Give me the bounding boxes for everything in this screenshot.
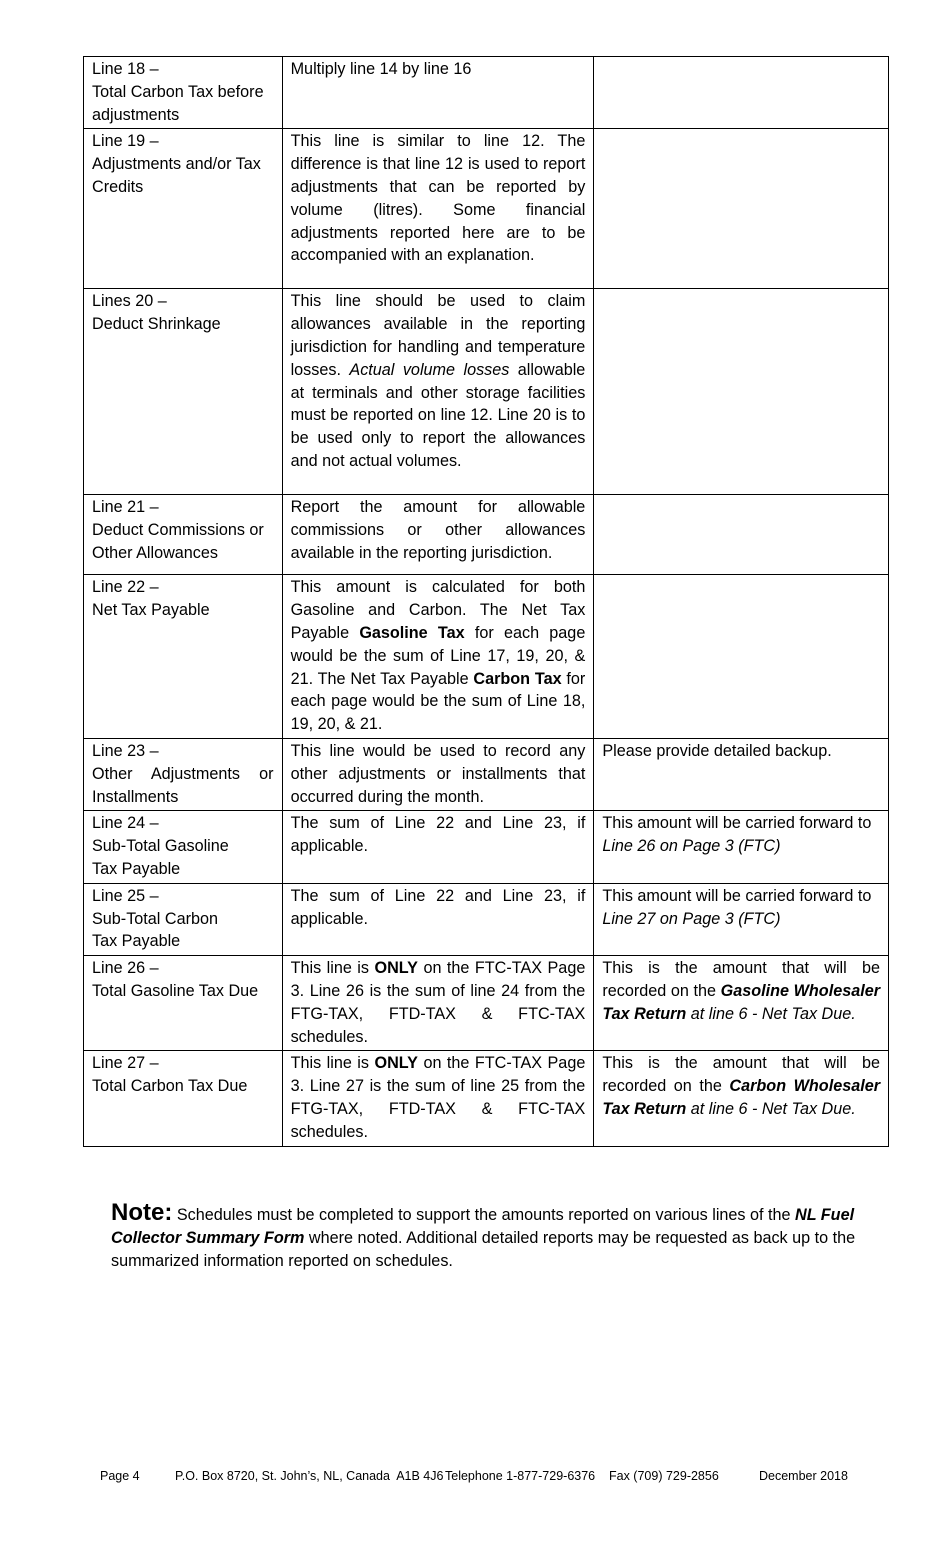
line-number: Line 22 – <box>92 578 159 597</box>
line-note-cell: Please provide detailed backup. <box>594 738 889 810</box>
line-label-cell <box>84 811 283 883</box>
line-description-cell: Multiply line 14 by line 16 <box>282 57 594 129</box>
table-row <box>84 956 889 1051</box>
line-label-cell <box>84 495 283 575</box>
line-title: Other Adjustments or Installments <box>92 764 274 806</box>
note-paragraph: Note: Schedules must be completed to support the amounts reported on various lines of the NL Fuel Collector Summary Form where noted. Additional detailed reports may be requested as back up to the summarized information reported on schedules. <box>111 1199 856 1270</box>
line-description-cell: The sum of Line 22 and Line 23, if applicable. <box>282 883 594 955</box>
line-number: Line 25 – <box>92 886 159 905</box>
line-description-cell: This line is ONLY on the FTC-TAX Page 3. Line 26 is the sum of line 24 from the FTG-TAX, FTD-TAX & FTC-TAX schedules. <box>282 956 594 1051</box>
page-number: Page 4 <box>100 1469 140 1483</box>
line-label-cell <box>84 883 283 955</box>
table-row <box>84 289 889 495</box>
line-description-cell: This line is similar to line 12. The difference is that line 12 is used to report adjustments that can be reported by volume (litres). Some financial adjustments reported here are to be accompanied with an explanation. <box>282 129 594 289</box>
table-row <box>84 811 889 883</box>
line-label-cell <box>84 1051 283 1146</box>
line-label-cell <box>84 57 283 129</box>
note-label: Note: <box>111 1199 173 1226</box>
line-title: Total Carbon Tax before adjustments <box>92 82 264 124</box>
line-label-cell <box>84 738 283 810</box>
line-definitions-table <box>83 56 889 1147</box>
line-number: Line 21 – <box>92 498 159 517</box>
line-label-cell <box>84 289 283 495</box>
line-label-cell <box>84 956 283 1051</box>
table-row <box>84 57 889 129</box>
line-note-cell <box>594 575 889 739</box>
line-title: Total Gasoline Tax Due <box>92 981 259 1000</box>
line-label-cell <box>84 129 283 289</box>
table-row <box>84 883 889 955</box>
line-number: Line 26 – <box>92 959 159 978</box>
line-title: Sub-Total Carbon Tax Payable <box>92 909 218 951</box>
line-description-cell: This line would be used to record any other adjustments or installments that occurred during the month. <box>282 738 594 810</box>
table-row <box>84 738 889 810</box>
line-label-cell <box>84 575 283 739</box>
table-row <box>84 575 889 739</box>
line-description-cell: This line should be used to claim allowances available in the reporting jurisdiction for handling and temperature losses. Actual volume losses allowable at terminals and other storage facilities must be reported on line 12. Line 20 is to be used only to report the allowances and not actual volumes. <box>282 289 594 495</box>
footer-date: December 2018 <box>759 1469 848 1483</box>
line-note-cell: This is the amount that will be recorded on the Gasoline Wholesaler Tax Return at line 6 - Net Tax Due. <box>594 956 889 1051</box>
line-description-cell: Report the amount for allowable commissions or other allowances available in the reporting jurisdiction. <box>282 495 594 575</box>
line-note-cell: This is the amount that will be recorded on the Carbon Wholesaler Tax Return at line 6 - Net Tax Due. <box>594 1051 889 1146</box>
footer-fax: Fax (709) 729-2856 <box>609 1469 719 1483</box>
line-note-cell <box>594 129 889 289</box>
form-name: NL Fuel Collector Summary Form <box>111 1206 855 1247</box>
footer-address: P.O. Box 8720, St. John’s, NL, Canada A1B 4J6 <box>175 1469 444 1483</box>
line-note-cell: This amount will be carried forward to Line 27 on Page 3 (FTC) <box>594 883 889 955</box>
table-row <box>84 495 889 575</box>
line-note-cell: This amount will be carried forward to Line 26 on Page 3 (FTC) <box>594 811 889 883</box>
line-note-cell <box>594 495 889 575</box>
line-number: Line 24 – <box>92 814 159 833</box>
line-note-cell <box>594 57 889 129</box>
table-row <box>84 1051 889 1146</box>
line-title: Net Tax Payable <box>92 601 210 620</box>
page-footer <box>100 1468 880 1484</box>
line-title: Total Carbon Tax Due <box>92 1077 248 1096</box>
line-title: Sub-Total Gasoline Tax Payable <box>92 837 229 878</box>
line-note-cell <box>594 289 889 495</box>
footer-telephone: Telephone 1-877-729-6376 <box>445 1469 596 1483</box>
line-description-cell: This line is ONLY on the FTC-TAX Page 3. Line 27 is the sum of line 25 from the FTG-TAX, FTD-TAX & FTC-TAX schedules. <box>282 1051 594 1146</box>
line-description-cell: The sum of Line 22 and Line 23, if applicable. <box>282 811 594 883</box>
line-number: Line 27 – <box>92 1054 159 1073</box>
table-row <box>84 129 889 289</box>
line-title: Adjustments and/or Tax Credits <box>92 155 261 196</box>
line-number: Line 19 – <box>92 132 159 151</box>
line-title: Deduct Commissions or Other Allowances <box>92 521 264 562</box>
line-title: Deduct Shrinkage <box>92 315 221 334</box>
line-number: Line 18 – <box>92 60 159 78</box>
line-number: Line 23 – <box>92 741 159 760</box>
line-description-cell: This amount is calculated for both Gasoline and Carbon. The Net Tax Payable Gasoline Tax for each page would be the sum of Line 17, 19, 20, & 21. The Net Tax Payable Carbon Tax for each page would be the sum of Line 18, 19, 20, & 21. <box>282 575 594 739</box>
line-number: Lines 20 – <box>92 292 167 311</box>
